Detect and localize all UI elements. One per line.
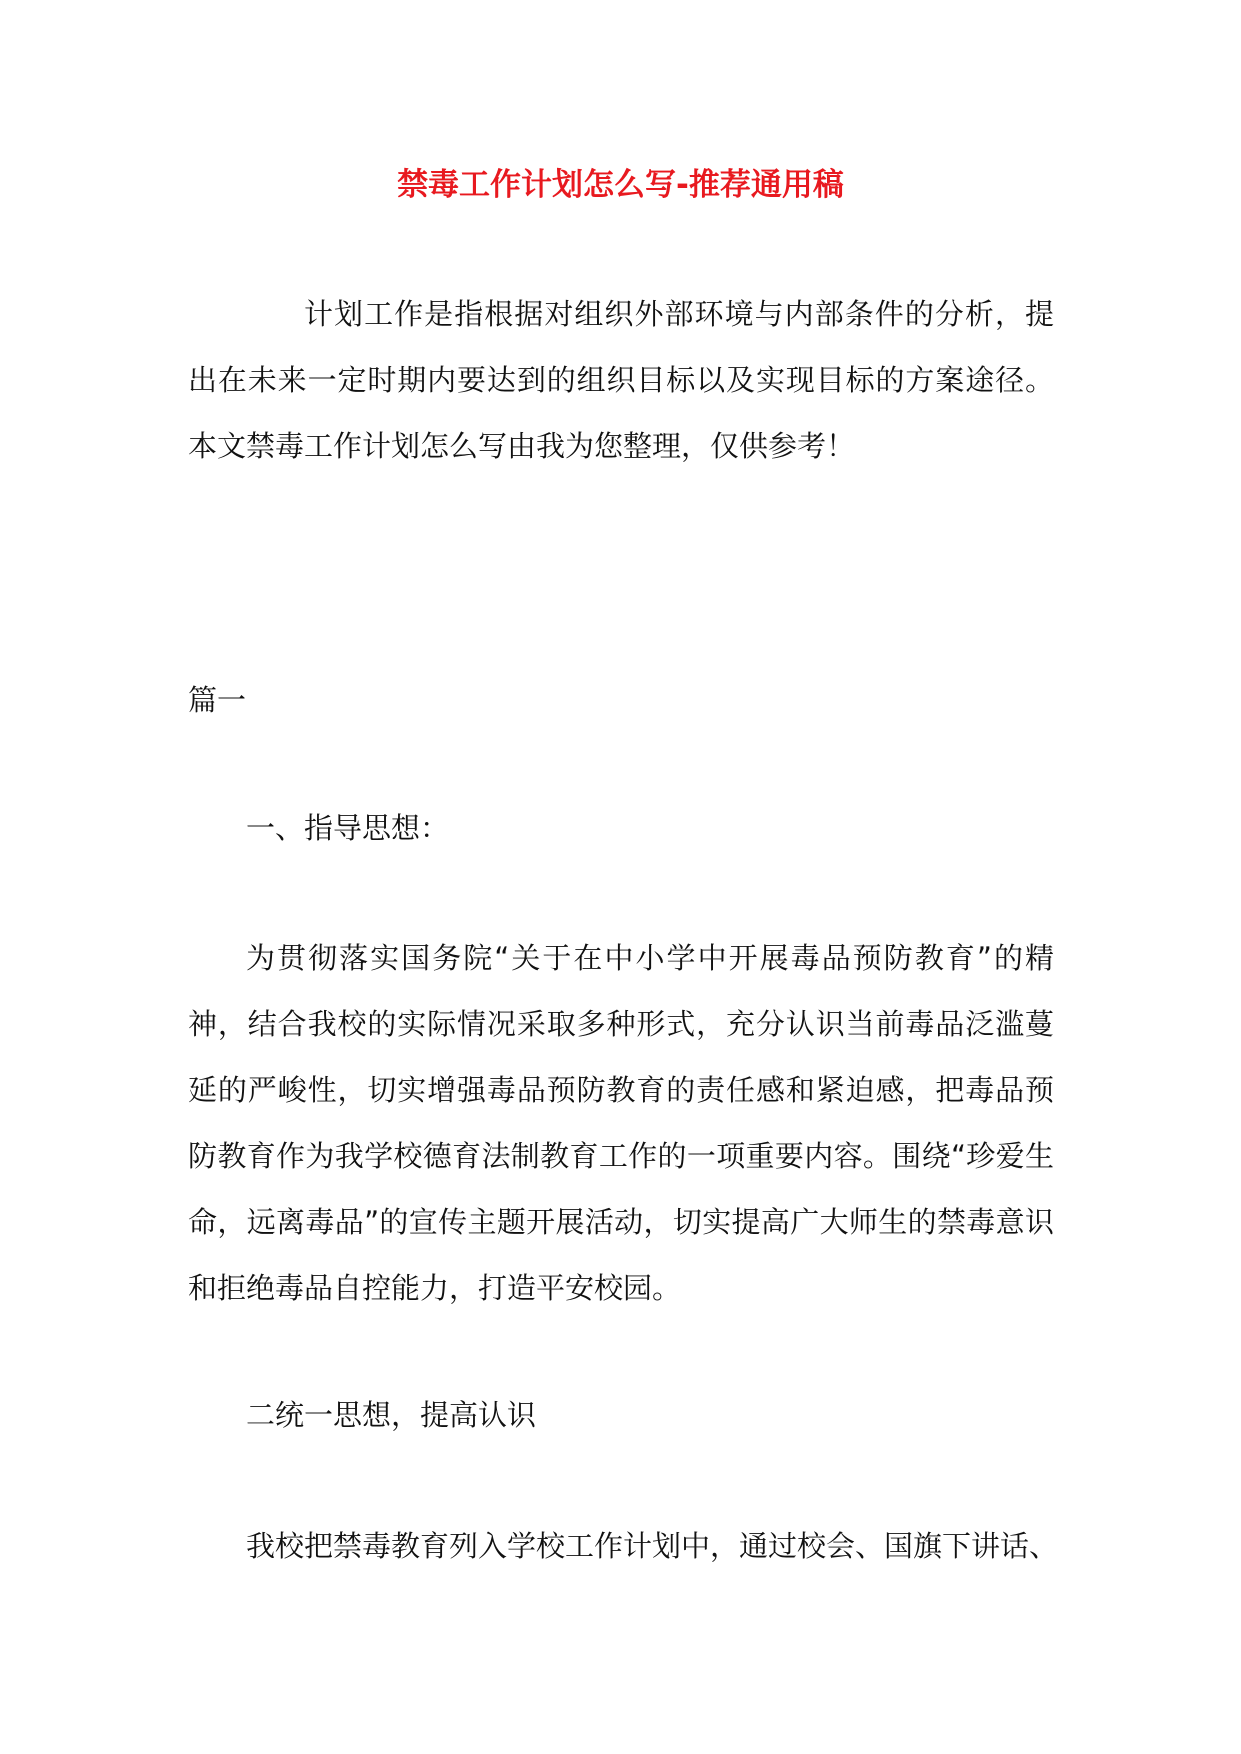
heading-guiding-ideology: 一、指导思想：: [246, 811, 450, 845]
section-label: 篇一: [188, 683, 247, 717]
heading-unify-thinking: 二统一思想，提高认识: [246, 1398, 537, 1432]
paragraph-guiding-ideology: 为贯彻落实国务院“关于在中小学中开展毒品预防教育”的精神，结合我校的实际情况采取多种形式，充分认识当前毒品泛滥蔓延的严峻性，切实增强毒品预防教育的责任感和紧迫感，把毒品预防教育作为我学校德育法制教育工作的一项重要内容。围绕“珍爱生命，远离毒品”的宣传主题开展活动，切实提高广大师生的禁毒意识和拒绝毒品自控能力，打造平安校园。: [188, 941, 1054, 1305]
document-title: 禁毒工作计划怎么写-推荐通用稿: [397, 167, 844, 203]
intro-paragraph: 计划工作是指根据对组织外部环境与内部条件的分析，提出在未来一定时期内要达到的组织目标以及实现目标的方案途径。本文禁毒工作计划怎么写由我为您整理，仅供参考！: [188, 297, 1054, 463]
paragraph-school-plan: 我校把禁毒教育列入学校工作计划中，通过校会、国旗下讲话、: [246, 1529, 1059, 1563]
